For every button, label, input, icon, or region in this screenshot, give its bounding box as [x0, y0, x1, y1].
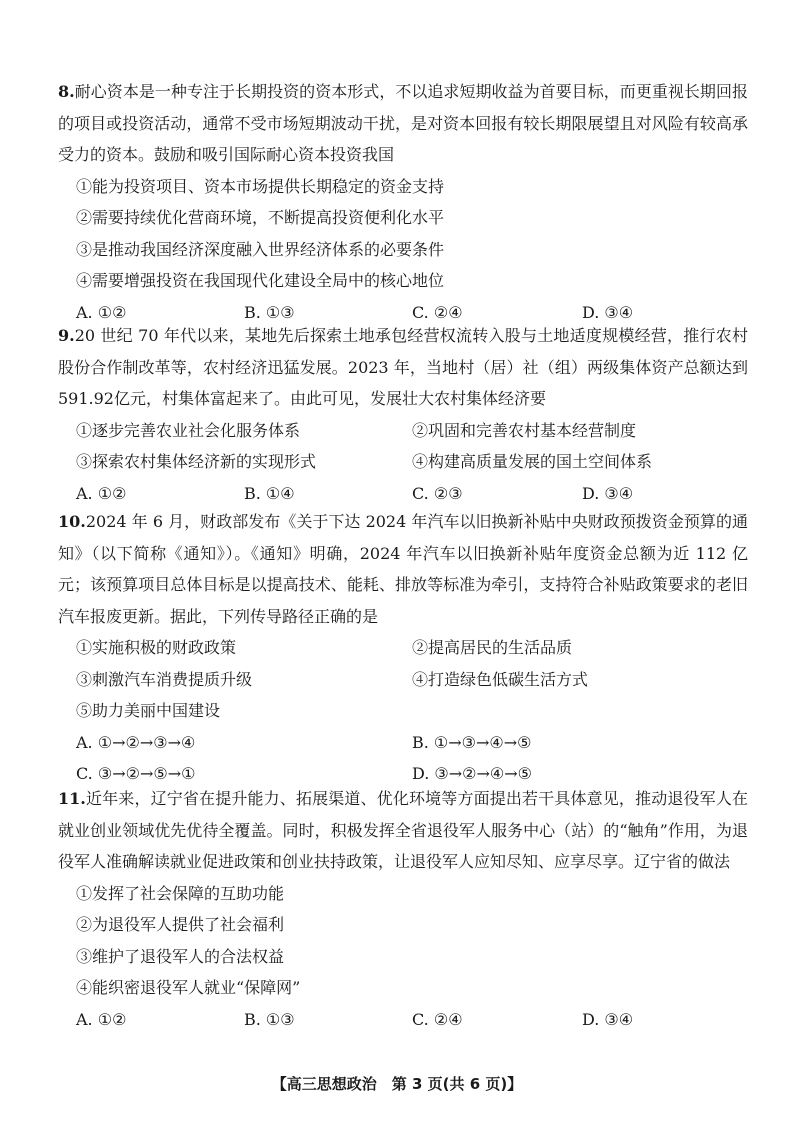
- q10-option-1: ①实施积极的财政政策: [76, 638, 237, 657]
- q11-choice-c: C. ②④: [412, 1009, 463, 1029]
- q8-option-3: ③是推动我国经济深度融入世界经济体系的必要条件: [76, 239, 445, 259]
- q9-options-row-1: [58, 415, 748, 447]
- question-11-text: 近年来，辽宁省在提升能力、拓展渠道、优化环境等方面提出若干具体意见，推动退役军人在就业创业领域优先优待全覆盖。同时，积极发挥全省退役军人服务中心（站）的“触角”作用，为退役军人准确解读就业促进政策和创业扶持政策，让退役军人应知尽知、应享尽享。辽宁省的做法: [58, 789, 748, 871]
- q8-choice-c: C. ②④: [412, 302, 463, 322]
- question-9-stem: [58, 320, 748, 415]
- q8-choice-b: B. ①③: [244, 302, 295, 322]
- q10-choice-b: B. ①→③→④→⑤: [412, 732, 532, 752]
- q9-options-row-2: [58, 446, 748, 478]
- question-10-stem: [58, 506, 748, 632]
- page-footer: 【高三思想政治 第 3 页(共 6 页)】: [271, 1075, 523, 1093]
- q9-option-2: ②巩固和完善农村基本经营制度: [412, 420, 637, 440]
- question-10-text: 2024 年 6 月，财政部发布《关于下达 2024 年汽车以旧换新补贴中央财政预拨资金预算的通知》（以下简称《通知》）。《通知》明确，2024 年汽车以旧换新补贴年度资金总额为近 112 亿元；该预算项目总体目标是以提高技术、能耗、排放等标准为牵引，支持符合补贴政策要求的老旧汽车报废更新。据此，下列传导路径正确的是: [58, 512, 748, 626]
- question-10: [58, 506, 748, 790]
- question-10-number: 10.: [58, 512, 86, 531]
- q9-option-1: ①逐步完善农业社会化服务体系: [76, 420, 301, 440]
- q10-choice-c: C. ③→②→⑤→①: [76, 764, 196, 783]
- q11-choice-b: B. ①③: [244, 1009, 295, 1029]
- q10-option-4: ④打造绿色低碳生活方式: [412, 669, 589, 689]
- q10-choices-row-1: [58, 727, 748, 759]
- q11-choice-a: A. ①②: [76, 1009, 127, 1029]
- q10-option-5: ⑤助力美丽中国建设: [76, 701, 221, 720]
- q9-choice-b: B. ①④: [244, 483, 295, 503]
- question-11-number: 11.: [58, 789, 86, 808]
- question-8-stem: [58, 76, 748, 171]
- q9-choices: [58, 478, 748, 510]
- q9-option-3: ③探索农村集体经济新的实现形式: [76, 452, 317, 471]
- q10-option-2: ②提高居民的生活品质: [412, 638, 573, 657]
- question-8-number: 8.: [58, 82, 75, 101]
- q11-choices: [58, 1004, 748, 1036]
- q9-choice-a: A. ①②: [76, 483, 127, 503]
- question-9-number: 9.: [58, 326, 75, 345]
- q8-choice-d: D. ③④: [582, 302, 634, 322]
- q8-option-4: ④需要增强投资在我国现代化建设全局中的核心地位: [76, 271, 445, 290]
- question-8-text: 耐心资本是一种专注于长期投资的资本形式，不以追求短期收益为首要目标，而更重视长期回报的项目或投资活动，通常不受市场短期波动干扰，是对资本回报有较长期限展望且对风险有较高承受力的资本。鼓励和吸引国际耐心资本投资我国: [58, 82, 748, 164]
- q11-choice-d: D. ③④: [582, 1009, 634, 1029]
- q11-option-2: ②为退役军人提供了社会福利: [76, 915, 285, 934]
- q10-choice-d: D. ③→②→④→⑤: [412, 764, 533, 783]
- q10-option-3: ③刺激汽车消费提质升级: [76, 669, 253, 689]
- q11-option-3: ③维护了退役军人的合法权益: [76, 946, 285, 966]
- q11-option-4: ④能织密退役军人就业“保障网”: [76, 978, 301, 997]
- q9-choice-c: C. ②③: [412, 483, 463, 503]
- q10-options-row-1: [58, 632, 748, 664]
- q8-option-2: ②需要持续优化营商环境，不断提高投资便利化水平: [76, 208, 445, 227]
- q10-choice-a: A. ①→②→③→④: [76, 732, 196, 752]
- q11-option-1: ①发挥了社会保障的互助功能: [76, 883, 285, 903]
- q9-choice-d: D. ③④: [582, 483, 634, 503]
- question-11-stem: [58, 783, 748, 878]
- q8-choice-a: A. ①②: [76, 302, 127, 322]
- q10-options-row-2: [58, 664, 748, 696]
- q8-option-1: ①能为投资项目、资本市场提供长期稳定的资金支持: [76, 176, 445, 196]
- question-9: [58, 320, 748, 509]
- question-11: [58, 783, 748, 1035]
- question-8: [58, 76, 748, 328]
- question-9-text: 20 世纪 70 年代以来，某地先后探索土地承包经营权流转入股与土地适度规模经营，推行农村股份合作制改革等，农村经济迅猛发展。2023 年，当地村（居）社（组）两级集体资产总额达到591.92亿元，村集体富起来了。由此可见，发展壮大农村集体经济要: [58, 326, 748, 408]
- q9-option-4: ④构建高质量发展的国土空间体系: [412, 452, 653, 471]
